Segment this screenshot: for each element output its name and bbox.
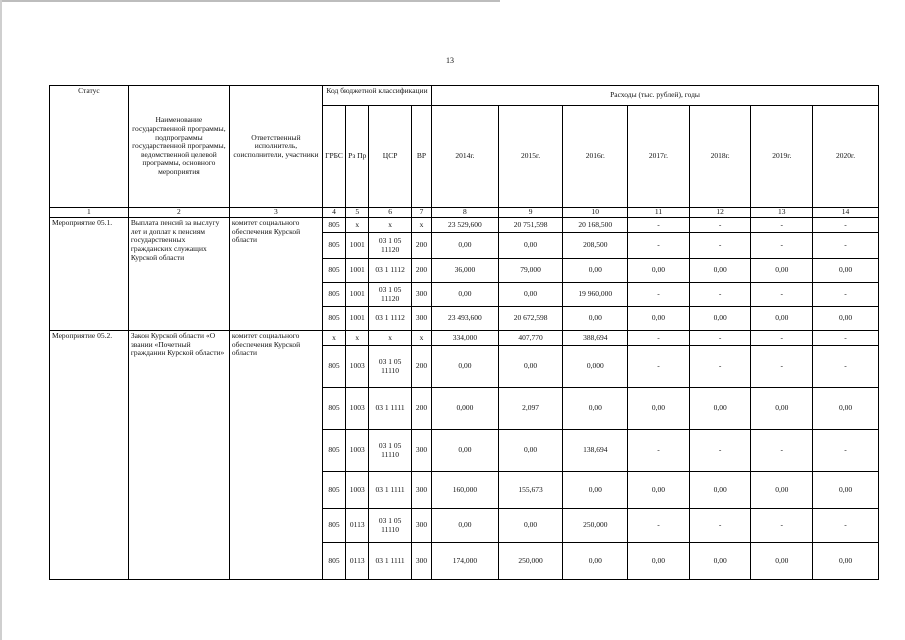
cell-expense: 0,00 [813,307,879,331]
cell-expense: - [751,283,813,307]
cell-grbs: 805 [322,218,345,233]
cell-grbs: 805 [322,388,345,430]
cell-expense: 0,00 [498,430,563,472]
header-year: 2014г. [432,106,499,208]
cell-expense: 0,00 [563,307,628,331]
cell-expense: 0,00 [432,233,499,259]
row-status: Мероприятие 05.1. [50,218,129,331]
cell-grbs: 805 [322,472,345,509]
cell-csr: 03 1 1111 [369,543,411,580]
cell-vr: 300 [411,307,431,331]
cell-expense: 0,00 [628,543,690,580]
cell-rzpr: x [346,331,369,346]
cell-expense: 0,00 [628,259,690,283]
cell-rzpr: 1003 [346,346,369,388]
cell-expense: 174,000 [432,543,499,580]
header-program-name: Наименование государственной программы, подпрограммы государственной программы, ведомственной целевой программы, основного мероприятия [128,86,229,208]
cell-expense: 208,500 [563,233,628,259]
cell-rzpr: 1001 [346,307,369,331]
table-body [50,218,879,580]
cell-expense: - [751,430,813,472]
row-status: Мероприятие 05.2. [50,331,129,580]
cell-expense: - [751,233,813,259]
cell-grbs: 805 [322,307,345,331]
cell-expense: - [689,283,751,307]
cell-expense: 0,00 [813,259,879,283]
cell-expense: 0,00 [498,283,563,307]
cell-expense: - [628,346,690,388]
cell-expense: 23 529,600 [432,218,499,233]
cell-expense: - [751,218,813,233]
cell-expense: 0,00 [689,472,751,509]
cell-csr: x [369,218,411,233]
cell-expense: 0,00 [813,543,879,580]
cell-csr: 03 1 05 11110 [369,430,411,472]
cell-expense: 0,00 [751,307,813,331]
cell-vr: 200 [411,388,431,430]
row-responsible: комитет социального обеспечения Курской области [229,218,322,331]
cell-grbs: 805 [322,543,345,580]
cell-expense: 0,00 [628,472,690,509]
column-number: 10 [563,208,628,218]
cell-expense: 250,000 [498,543,563,580]
cell-expense: 20 751,598 [498,218,563,233]
cell-expense: 0,00 [432,346,499,388]
cell-vr: 300 [411,472,431,509]
cell-expense: - [813,430,879,472]
header-year: 2015г. [498,106,563,208]
cell-grbs: 805 [322,233,345,259]
cell-expense: 0,00 [628,388,690,430]
cell-expense: 0,00 [689,543,751,580]
cell-expense: - [628,430,690,472]
cell-csr: 03 1 1111 [369,388,411,430]
cell-expense: 2,097 [498,388,563,430]
cell-expense: 0,00 [432,430,499,472]
cell-vr: x [411,331,431,346]
cell-expense: - [689,430,751,472]
cell-expense: 0,00 [751,388,813,430]
column-number: 7 [411,208,431,218]
column-number: 13 [751,208,813,218]
cell-expense: - [813,331,879,346]
cell-expense: 20 168,500 [563,218,628,233]
cell-expense: - [689,233,751,259]
cell-expense: 19 960,000 [563,283,628,307]
column-number: 12 [689,208,751,218]
cell-expense: 0,00 [563,543,628,580]
cell-vr: 300 [411,543,431,580]
cell-vr: 200 [411,259,431,283]
table-row [50,331,879,346]
cell-expense: 155,673 [498,472,563,509]
column-number: 2 [128,208,229,218]
cell-rzpr: 1003 [346,472,369,509]
row-responsible: комитет социального обеспечения Курской области [229,331,322,580]
cell-expense: 0,00 [751,543,813,580]
column-number: 1 [50,208,129,218]
cell-expense: - [628,331,690,346]
cell-expense: 388,694 [563,331,628,346]
cell-expense: - [751,509,813,543]
header-grbs: ГРБС [322,106,345,208]
cell-csr: 03 1 1112 [369,307,411,331]
cell-expense: 23 493,600 [432,307,499,331]
cell-expense: 0,000 [563,346,628,388]
cell-expense: - [689,509,751,543]
header-csr: ЦСР [369,106,411,208]
cell-grbs: 805 [322,509,345,543]
cell-vr: 200 [411,346,431,388]
cell-rzpr: 0113 [346,543,369,580]
cell-csr: 03 1 05 11110 [369,509,411,543]
cell-grbs: 805 [322,430,345,472]
cell-vr: 300 [411,430,431,472]
cell-expense: - [628,283,690,307]
cell-vr: x [411,218,431,233]
cell-expense: 20 672,598 [498,307,563,331]
column-number: 14 [813,208,879,218]
header-budget-code: Код бюджетной классификации [322,86,431,106]
cell-rzpr: 1001 [346,283,369,307]
cell-rzpr: 1001 [346,259,369,283]
cell-rzpr: 0113 [346,509,369,543]
cell-expense: 79,000 [498,259,563,283]
header-vr: ВР [411,106,431,208]
cell-csr: 03 1 05 11120 [369,233,411,259]
cell-expense: - [628,218,690,233]
header-status: Статус [50,86,129,208]
column-number: 11 [628,208,690,218]
budget-table [49,85,879,580]
cell-expense: - [689,346,751,388]
row-program-name: Закон Курской области «О звании «Почетный гражданин Курской области» [128,331,229,580]
header-year: 2017г. [628,106,690,208]
cell-expense: - [751,346,813,388]
cell-expense: - [628,509,690,543]
cell-expense: 0,00 [498,233,563,259]
cell-csr: 03 1 1112 [369,259,411,283]
cell-expense: 334,000 [432,331,499,346]
cell-csr: 03 1 1111 [369,472,411,509]
cell-expense: - [813,509,879,543]
cell-rzpr: 1003 [346,430,369,472]
cell-expense: 138,694 [563,430,628,472]
scan-edge-left [0,0,2,640]
cell-expense: 0,000 [432,388,499,430]
cell-expense: 0,00 [563,388,628,430]
cell-expense: 160,000 [432,472,499,509]
cell-vr: 200 [411,233,431,259]
column-number: 5 [346,208,369,218]
cell-expense: 0,00 [689,388,751,430]
cell-expense: 0,00 [563,259,628,283]
header-year: 2020г. [813,106,879,208]
cell-csr: x [369,331,411,346]
cell-grbs: 805 [322,346,345,388]
cell-expense: 0,00 [751,472,813,509]
header-expenses: Расходы (тыс. рублей), годы [432,86,879,106]
column-number-row [50,208,879,218]
cell-expense: 407,770 [498,331,563,346]
table-row [50,218,879,233]
cell-expense: - [813,283,879,307]
column-number: 3 [229,208,322,218]
cell-expense: - [813,346,879,388]
cell-expense: 36,000 [432,259,499,283]
cell-expense: 0,00 [563,472,628,509]
cell-csr: 03 1 05 11120 [369,283,411,307]
column-number: 4 [322,208,345,218]
column-number: 6 [369,208,411,218]
cell-grbs: 805 [322,283,345,307]
scan-edge-top [0,0,500,2]
cell-expense: - [689,331,751,346]
cell-csr: 03 1 05 11110 [369,346,411,388]
cell-expense: 0,00 [628,307,690,331]
cell-expense: 0,00 [498,509,563,543]
cell-expense: 0,00 [689,259,751,283]
cell-expense: - [813,218,879,233]
cell-expense: 0,00 [813,472,879,509]
row-program-name: Выплата пенсий за выслугу лет и доплат к пенсиям государственных гражданских служащих Курской области [128,218,229,331]
cell-expense: 0,00 [498,346,563,388]
cell-expense: 0,00 [432,283,499,307]
column-number: 9 [498,208,563,218]
cell-expense: - [628,233,690,259]
page-number: 13 [446,56,454,65]
header-year: 2019г. [751,106,813,208]
cell-expense: 0,00 [689,307,751,331]
cell-expense: 0,00 [432,509,499,543]
cell-expense: 250,000 [563,509,628,543]
cell-expense: - [751,331,813,346]
header-rzpr: Рз Пр [346,106,369,208]
header-year: 2018г. [689,106,751,208]
cell-expense: 0,00 [751,259,813,283]
cell-vr: 300 [411,283,431,307]
cell-grbs: 805 [322,259,345,283]
cell-rzpr: x [346,218,369,233]
cell-expense: - [689,218,751,233]
cell-rzpr: 1003 [346,388,369,430]
cell-vr: 300 [411,509,431,543]
cell-grbs: x [322,331,345,346]
cell-expense: 0,00 [813,388,879,430]
cell-rzpr: 1001 [346,233,369,259]
column-number: 8 [432,208,499,218]
header-responsible: Ответственный исполнитель, соисполнители, участники [229,86,322,208]
header-year: 2016г. [563,106,628,208]
cell-expense: - [813,233,879,259]
